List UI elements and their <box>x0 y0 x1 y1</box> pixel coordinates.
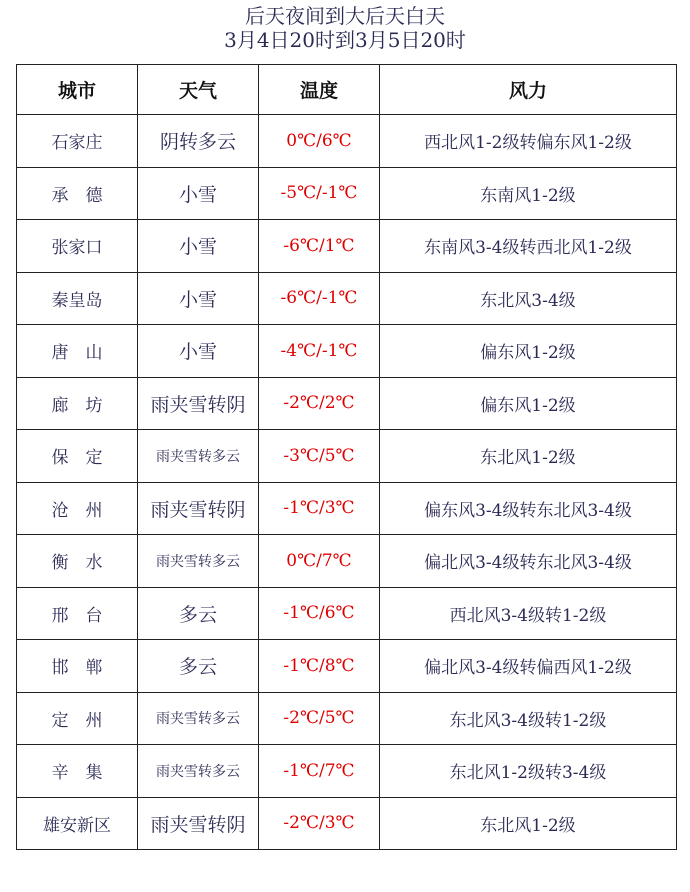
weather-table <box>16 64 677 850</box>
wind-cell: 偏北风3-4级转东北风3-4级 <box>380 535 677 588</box>
temperature-cell: -2℃/5℃ <box>259 692 380 745</box>
table-row <box>17 535 677 588</box>
weather-cell: 雨夹雪转多云 <box>138 745 259 798</box>
temperature-cell: -6℃/-1℃ <box>259 272 380 325</box>
wind-cell: 西北风1-2级转偏东风1-2级 <box>380 115 677 168</box>
wind-cell: 偏东风3-4级转东北风3-4级 <box>380 482 677 535</box>
wind-cell: 偏东风1-2级 <box>380 325 677 378</box>
wind-cell: 东北风1-2级 <box>380 797 677 850</box>
weather-cell: 雨夹雪转阴 <box>138 377 259 430</box>
wind-cell: 东北风1-2级 <box>380 430 677 483</box>
header-weather: 天气 <box>138 65 259 115</box>
city-cell: 石家庄 <box>17 115 138 168</box>
weather-cell: 雨夹雪转多云 <box>138 535 259 588</box>
temperature-cell: -4℃/-1℃ <box>259 325 380 378</box>
temperature-cell: -2℃/3℃ <box>259 797 380 850</box>
weather-cell: 小雪 <box>138 167 259 220</box>
weather-cell: 阴转多云 <box>138 115 259 168</box>
temperature-cell: -1℃/8℃ <box>259 640 380 693</box>
weather-cell: 小雪 <box>138 325 259 378</box>
header-city: 城市 <box>17 65 138 115</box>
temperature-cell: -3℃/5℃ <box>259 430 380 483</box>
table-row <box>17 325 677 378</box>
table-row <box>17 587 677 640</box>
table-row <box>17 482 677 535</box>
wind-cell: 偏北风3-4级转偏西风1-2级 <box>380 640 677 693</box>
weather-cell: 多云 <box>138 640 259 693</box>
page-title <box>0 4 690 52</box>
temperature-cell: -2℃/2℃ <box>259 377 380 430</box>
city-cell: 沧 州 <box>17 482 138 535</box>
weather-cell: 雨夹雪转多云 <box>138 430 259 483</box>
city-cell: 秦皇岛 <box>17 272 138 325</box>
weather-cell: 小雪 <box>138 272 259 325</box>
weather-cell: 雨夹雪转阴 <box>138 797 259 850</box>
weather-cell: 多云 <box>138 587 259 640</box>
city-cell: 衡 水 <box>17 535 138 588</box>
table-row <box>17 115 677 168</box>
city-cell: 保 定 <box>17 430 138 483</box>
temperature-cell: 0℃/7℃ <box>259 535 380 588</box>
city-cell: 唐 山 <box>17 325 138 378</box>
wind-cell: 东北风3-4级转1-2级 <box>380 692 677 745</box>
city-cell: 定 州 <box>17 692 138 745</box>
table-row <box>17 692 677 745</box>
city-cell: 辛 集 <box>17 745 138 798</box>
title-line-1: 后天夜间到大后天白天 <box>245 4 445 28</box>
table-row <box>17 430 677 483</box>
city-cell: 雄安新区 <box>17 797 138 850</box>
wind-cell: 偏东风1-2级 <box>380 377 677 430</box>
table-row <box>17 377 677 430</box>
weather-cell: 雨夹雪转阴 <box>138 482 259 535</box>
title-line-2: 3月4日20时到3月5日20时 <box>224 28 466 52</box>
temperature-cell: -6℃/1℃ <box>259 220 380 273</box>
city-cell: 承 德 <box>17 167 138 220</box>
temperature-cell: 0℃/6℃ <box>259 115 380 168</box>
table-row <box>17 797 677 850</box>
city-cell: 廊 坊 <box>17 377 138 430</box>
weather-cell: 小雪 <box>138 220 259 273</box>
weather-cell: 雨夹雪转多云 <box>138 692 259 745</box>
temperature-cell: -1℃/6℃ <box>259 587 380 640</box>
table-row <box>17 272 677 325</box>
wind-cell: 东北风1-2级转3-4级 <box>380 745 677 798</box>
wind-cell: 东南风1-2级 <box>380 167 677 220</box>
table-row <box>17 640 677 693</box>
temperature-cell: -5℃/-1℃ <box>259 167 380 220</box>
temperature-cell: -1℃/3℃ <box>259 482 380 535</box>
header-temperature: 温度 <box>259 65 380 115</box>
wind-cell: 西北风3-4级转1-2级 <box>380 587 677 640</box>
temperature-cell: -1℃/7℃ <box>259 745 380 798</box>
table-row <box>17 745 677 798</box>
city-cell: 邯 郸 <box>17 640 138 693</box>
wind-cell: 东北风3-4级 <box>380 272 677 325</box>
city-cell: 邢 台 <box>17 587 138 640</box>
table-row <box>17 167 677 220</box>
header-wind: 风力 <box>380 65 677 115</box>
wind-cell: 东南风3-4级转西北风1-2级 <box>380 220 677 273</box>
table-row <box>17 220 677 273</box>
table-header-row <box>17 65 677 115</box>
city-cell: 张家口 <box>17 220 138 273</box>
